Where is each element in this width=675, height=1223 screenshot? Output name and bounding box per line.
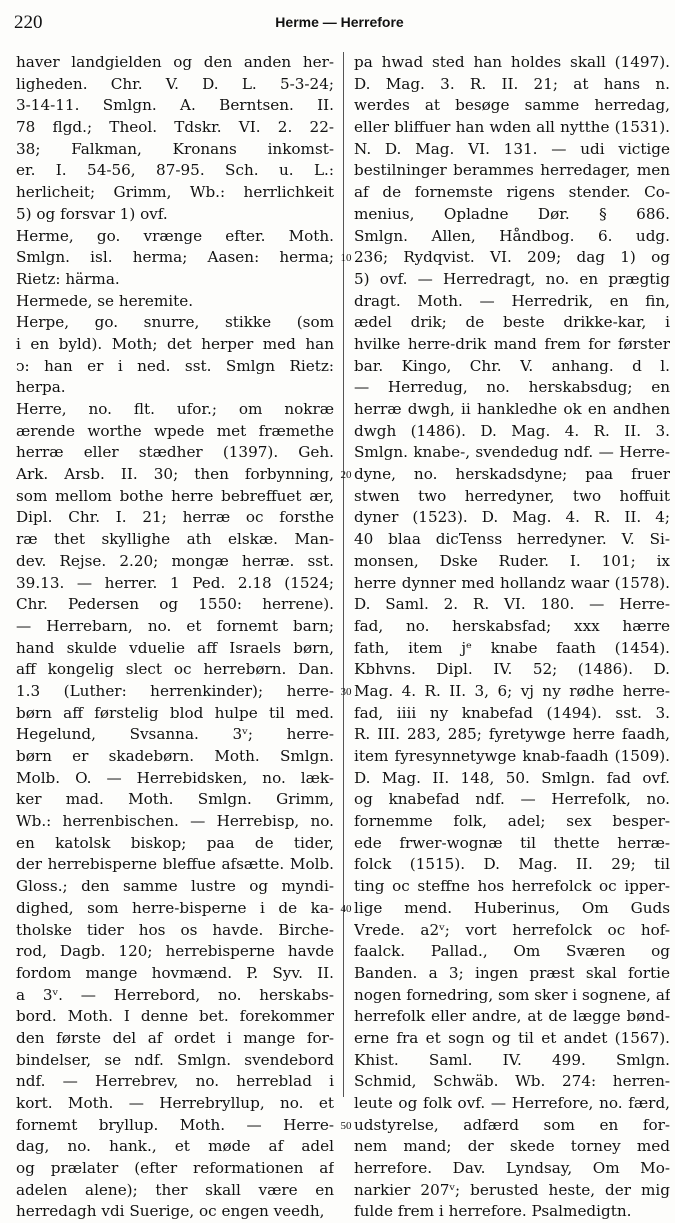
text-line: item fyresynnetywge knab-faadh (1509). xyxy=(354,747,670,765)
text-line: er. I. 54-56, 87-95. Sch. u. L.: xyxy=(16,161,334,180)
text-line: Herre, no. flt. ufor.; om nokræ xyxy=(16,400,334,418)
text-line: dighed, som herre-bisperne i de ka- xyxy=(16,898,334,917)
text-line: 38; Falkman, Kronans inkomst- xyxy=(16,139,334,158)
text-line: Hermede, se heremite. xyxy=(16,291,194,310)
text-line: 40 blaa dicTenss herredyner. V. Si- xyxy=(354,530,670,549)
text-line: fornemt bryllup. Moth. — Herre- xyxy=(16,1115,334,1134)
text-line: Ark. Arsb. II. 30; then forbynning, xyxy=(16,465,334,484)
text-line: dyner (1523). D. Mag. 4. R. II. 4; xyxy=(354,508,670,527)
text-line: Gloss.; den samme lustre og myndi- xyxy=(16,877,334,896)
text-line: pa hwad sted han holdes skall (1497). xyxy=(354,53,670,71)
text-line: Banden. a 3; ingen præst skal fortie xyxy=(354,963,670,982)
text-line: Herme, go. vrænge efter. Moth. xyxy=(16,226,334,245)
text-line: ting oc steffne hos herrefolck oc ipper- xyxy=(354,877,670,896)
margin-line-number: 50 xyxy=(340,1120,352,1133)
text-line: fath, item jᵉ knabe faath (1454). xyxy=(354,638,670,657)
text-line: fulde frem i herrefore. Psalmedigtn. xyxy=(354,1202,632,1221)
text-line: ligheden. Chr. V. D. L. 5-3-24; xyxy=(16,74,334,93)
text-line: bestilninger berammes herredager, men xyxy=(354,161,670,180)
text-line: D. Saml. 2. R. VI. 180. — Herre- xyxy=(354,595,670,614)
text-line: fordom mange hovmænd. P. Syv. II. xyxy=(16,963,334,982)
text-line: erne fra et sogn og til et andet (1567). xyxy=(354,1028,670,1047)
text-line: 3-14-11. Smlgn. A. Berntsen. II. xyxy=(16,96,334,115)
text-line: nogen fornedring, som sker i sognene, af xyxy=(354,985,670,1004)
text-line: Rietz: härma. xyxy=(16,269,120,288)
text-line: ræ thet skyllighe ath elskæ. Man- xyxy=(16,530,334,549)
text-line: haver landgielden og den anden her- xyxy=(16,53,334,71)
text-line: menius, Opladne Dør. § 686. xyxy=(354,204,670,223)
text-line: 236; Rydqvist. VI. 209; dag 1) og xyxy=(354,248,670,267)
text-line: aff kongelig slect oc herrebørn. Dan. xyxy=(16,660,334,679)
text-line: Hegelund, Svsanna. 3ᵛ; herre- xyxy=(16,725,334,744)
text-line: ker mad. Moth. Smlgn. Grimm, xyxy=(16,790,334,809)
text-line: N. D. Mag. VI. 131. — udi victige xyxy=(354,139,670,158)
text-line: herrefore. Dav. Lyndsay, Om Mo- xyxy=(354,1159,670,1178)
text-line: og prælater (efter reformationen af xyxy=(16,1159,334,1178)
margin-line-number: 40 xyxy=(340,903,352,916)
text-line: adelen alene); ther skall være en xyxy=(16,1180,334,1199)
text-line: ↄ: han er i ned. sst. Smlgn Rietz: xyxy=(16,356,334,375)
text-line: der herrebisperne bleffue afsætte. Molb. xyxy=(16,855,334,874)
text-line: Smlgn. knabe-, svendedug ndf. — Herre- xyxy=(354,443,670,462)
text-line: Mag. 4. R. II. 3, 6; vj ny rødhe herre- xyxy=(354,681,670,700)
text-line: i en byld). Moth; det herper med han xyxy=(16,334,334,353)
margin-line-number: 10 xyxy=(340,252,352,265)
text-line: bar. Kingo, Chr. V. anhang. d l. xyxy=(354,356,670,375)
left-column xyxy=(16,52,334,1221)
text-line: Schmid, Schwäb. Wb. 274: herren- xyxy=(354,1072,670,1091)
page-number: 220 xyxy=(14,12,43,33)
text-line: som mellom bothe herre bebreffuet ær, xyxy=(16,486,334,505)
text-line: monsen, Dske Ruder. I. 101; ix xyxy=(354,551,670,570)
text-line: 39.13. — herrer. 1 Ped. 2.18 (1524; xyxy=(16,573,334,592)
text-line: dyne, no. herskadsdyne; paa fruer xyxy=(354,465,670,484)
column-rule xyxy=(343,52,344,1097)
text-line: Smlgn. Allen, Håndbog. 6. udg. xyxy=(354,226,670,245)
text-line: ede frwer-wognæ til thette herræ- xyxy=(354,833,670,852)
text-line: rod, Dagb. 120; herrebisperne havde xyxy=(16,942,334,961)
text-line: Kbhvns. Dipl. IV. 52; (1486). D. xyxy=(354,660,670,679)
text-line: Wb.: herrenbischen. — Herrebisp, no. xyxy=(16,812,334,831)
text-line: — Herredug, no. herskabsdug; en xyxy=(354,378,670,397)
text-line: tholske tider hos os havde. Birche- xyxy=(16,920,334,939)
text-line: — Herrebarn, no. et fornemt barn; xyxy=(16,616,334,635)
text-line: Vrede. a2ᵛ; vort herrefolck oc hof- xyxy=(354,920,670,939)
text-line: Chr. Pedersen og 1550: herrene). xyxy=(16,595,334,614)
text-line: narkier 207ᵛ; berusted heste, der mig xyxy=(354,1180,670,1199)
text-line: Khist. Saml. IV. 499. Smlgn. xyxy=(354,1050,670,1069)
text-line: dragt. Moth. — Herredrik, en fin, xyxy=(354,291,670,310)
text-line: werdes at besøge samme herredag, xyxy=(354,96,670,115)
margin-line-number: 20 xyxy=(340,469,352,482)
text-line: herlicheit; Grimm, Wb.: herrlichkeit xyxy=(16,183,334,202)
text-line: den første del af ordet i mange for- xyxy=(16,1028,334,1047)
text-line: fornemme folk, adel; sex besper- xyxy=(354,812,670,831)
text-line: herpa. xyxy=(16,378,66,397)
text-line: kort. Moth. — Herrebryllup, no. et xyxy=(16,1094,334,1112)
text-line: dev. Rejse. 2.20; mongæ herræ. sst. xyxy=(16,551,334,570)
text-line: 5) ovf. — Herredragt, no. en prægtig xyxy=(354,269,670,288)
text-line: R. III. 283, 285; fyretywge herre faadh, xyxy=(354,725,670,744)
text-line: børn aff førstelig blod hulpe til med. xyxy=(16,703,334,722)
right-column xyxy=(354,52,670,1221)
text-line: Herpe, go. snurre, stikke (som xyxy=(16,313,334,332)
text-line: dwgh (1486). D. Mag. 4. R. II. 3. xyxy=(354,421,670,440)
margin-line-number: 30 xyxy=(340,686,352,699)
text-line: herredagh vdi Suerige, oc engen veedh, xyxy=(16,1202,325,1221)
text-line: D. Mag. 3. R. II. 21; at hans n. xyxy=(354,74,670,93)
text-line: ndf. — Herrebrev, no. herreblad i xyxy=(16,1072,334,1091)
text-line: udstyrelse, adfærd som en for- xyxy=(354,1115,670,1134)
text-line: Molb. O. — Herrebidsken, no. læk- xyxy=(16,768,334,787)
text-line: herræ dwgh, ii hankledhe ok en andhen xyxy=(354,400,670,418)
text-line: en katolsk biskop; paa de tider, xyxy=(16,833,334,852)
text-line: folck (1515). D. Mag. II. 29; til xyxy=(354,855,670,874)
text-line: D. Mag. II. 148, 50. Smlgn. fad ovf. xyxy=(354,768,670,787)
text-line: herrefolk eller andre, at de lægge bønd- xyxy=(354,1007,670,1026)
text-line: bindelser, se ndf. Smlgn. svendebord xyxy=(16,1050,334,1069)
text-line: af de fornemste rigens stender. Co- xyxy=(354,183,670,202)
text-line: lige mend. Huberinus, Om Guds xyxy=(354,898,670,917)
text-line: Smlgn. isl. herma; Aasen: herma; xyxy=(16,248,334,267)
text-line: ædel drik; de beste drikke-kar, i xyxy=(354,313,670,332)
text-line: herræ eller stædher (1397). Geh. xyxy=(16,443,334,462)
page-header xyxy=(14,12,665,36)
text-line: a 3ᵛ. — Herrebord, no. herskabs- xyxy=(16,985,334,1004)
text-line: og knabefad ndf. — Herrefolk, no. xyxy=(354,790,670,809)
running-head: Herme — Herrefore xyxy=(275,14,404,30)
text-line: 5) og forsvar 1) ovf. xyxy=(16,204,168,223)
text-line: eller bliffuer han wden all nytthe (1531). xyxy=(354,118,670,137)
text-line: ærende worthe wpede met fræmethe xyxy=(16,421,334,440)
text-line: 78 flgd.; Theol. Tdskr. VI. 2. 22- xyxy=(16,118,334,137)
text-line: 1.3 (Luther: herrenkinder); herre- xyxy=(16,681,334,700)
text-line: fad, no. herskabsfad; xxx hærre xyxy=(354,616,670,635)
text-line: Dipl. Chr. I. 21; herræ oc forsthe xyxy=(16,508,334,527)
text-line: nem mand; der skede torney med xyxy=(354,1137,670,1156)
text-line: leute og folk ovf. — Herrefore, no. færd, xyxy=(354,1094,670,1112)
text-line: børn er skadebørn. Moth. Smlgn. xyxy=(16,747,334,765)
text-line: faalck. Pallad., Om Sværen og xyxy=(354,942,670,961)
text-line: herre dynner med hollandz waar (1578). xyxy=(354,573,670,592)
text-line: dag, no. hank., et møde af adel xyxy=(16,1137,334,1156)
text-line: fad, iiii ny knabefad (1494). sst. 3. xyxy=(354,703,670,722)
text-line: stwen two herredyner, two hoffuit xyxy=(354,486,670,505)
text-line: hvilke herre-drik mand frem for førster xyxy=(354,334,670,353)
text-line: bord. Moth. I denne bet. forekommer xyxy=(16,1007,334,1026)
text-line: hand skulde vduelie aff Israels børn, xyxy=(16,638,334,657)
